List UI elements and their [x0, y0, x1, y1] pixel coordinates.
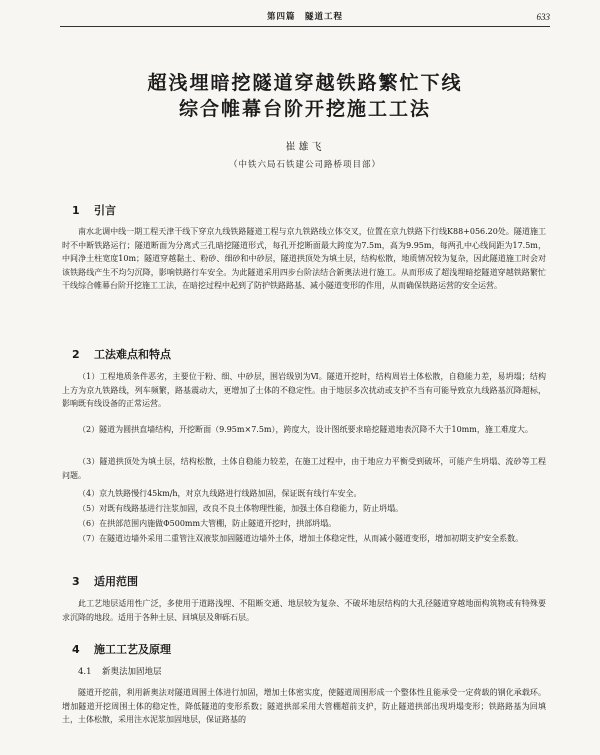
difficulty-item-2: （2）隧道为圆拱直墙结构，开挖断面（9.95m×7.5m），跨度大，设计图纸要求暗挖隧道地表沉降不大于10mm，施工难度大。: [78, 425, 533, 434]
difficulty-item-1: （1）工程地质条件恶劣，主要位于粉、细、中砂层，围岩级别为Ⅵ。隧道开挖时，结构周岩土体松散，自稳能力差，易坍塌；结构上方为京九铁路线，列车频繁，路基震动大，更增加了土体的不稳定性。由于地层多次扰动或支护不当有可能导致京九线路基沉降超标，影响既有线设备的正常运营。: [62, 372, 546, 408]
section-number: 2: [72, 348, 80, 361]
difficulty-item-4: （4）京九铁路慢行45km/h，对京九线路进行线路加固，保证既有线行车安全。: [78, 489, 362, 498]
section-number: 3: [72, 575, 80, 588]
subsection-title: 新奥法加固地层: [102, 667, 162, 677]
section-heading-4: [72, 642, 171, 658]
difficulty-item-3: （3）隧道拱顶处为填土层，结构松散，土体自稳能力较差，在施工过程中，由于地应力平衡受到破坏，可能产生坍塌、流砂等工程问题。: [62, 457, 546, 480]
section-title: 施工工艺及原理: [94, 643, 171, 656]
difficulty-item-7: （7）在隧道边墙外采用二重管注双液浆加固隧道边墙外土体，增加土体稳定性，从而减小隧道变形，增加初期支护安全系数。: [78, 534, 524, 543]
paper-title-line2: 综合帷幕台阶开挖施工工法: [178, 98, 431, 120]
author-name: 崔雄飞: [285, 142, 325, 153]
section-heading-1: [72, 203, 116, 219]
section-title: 工法难点和特点: [94, 348, 171, 361]
section-title: 引言: [94, 204, 116, 217]
paper-title-line1: 超浅埋暗挖隧道穿越铁路繁忙下线: [147, 72, 463, 94]
chapter-title: 第四篇 隧道工程: [266, 12, 343, 22]
difficulty-item-6: （6）在拱部范围内施做Φ500mm大管棚，防止隧道开挖时，拱部坍塌。: [78, 519, 337, 528]
section-number: 4: [72, 643, 80, 656]
subsection-number: 4.1: [78, 667, 92, 677]
section-title: 适用范围: [94, 575, 138, 588]
section-number: 1: [72, 204, 80, 217]
page-number: 633: [536, 12, 550, 22]
section-heading-2: [72, 347, 171, 363]
section-4-1-paragraph: 隧道开挖前，利用新奥法对隧道周围土体进行加固，增加土体密实度，使隧道周围形成一个整体性且能承受一定荷载的钢化承载环。增加隧道开挖周围土体的稳定性，降低隧道的变形系数；隧道拱部采用大管棚超前支护，防止隧道拱部出现坍塌变形；铁路路基为回填土，土体松散，采用注水泥浆加固地层，保证路基的: [62, 688, 546, 724]
author-affiliation: （中铁六局石铁建公司路桥项目部）: [228, 160, 381, 170]
running-header: [60, 10, 550, 27]
section-heading-3: [72, 574, 138, 590]
intro-paragraph: 南水北调中线一期工程天津干线下穿京九线铁路隧道工程与京九铁路线立体交叉，位置在京九铁路下行线K88+056.20处。隧道施工时不中断铁路运行；隧道断面为分离式三孔暗挖隧道形式，每孔开挖断面最大跨度为7.5m，高为9.95m，每两孔中心线间距为17.5m，中间净土柱宽度10m；隧道穿越黏土、粉砂、细砂和中砂层，隧道拱顶处为填土层，结构松散，地质情况较为复杂，因此隧道施工时会对该铁路线产生不均匀沉降，影响铁路行车安全。为此隧道采用四步台阶法结合新奥法进行施工。从而形成了超浅埋暗挖隧道穿越铁路繁忙干线综合帷幕台阶开挖施工工法，在暗挖过程中起到了防护铁路路基、减小隧道变形的作用，从而确保铁路运营的安全运营。: [62, 227, 546, 290]
scope-paragraph: 此工艺地层适用性广泛，多使用于道路浅埋、不阻断交通、地层较为复杂、不破坏地层结构的大孔径隧道穿越地面构筑物或有特殊要求沉降的地段。适用于各种土层、回填层及卵砾石层。: [62, 599, 546, 622]
subsection-heading-4-1: [78, 666, 162, 679]
difficulty-item-5: （5）对既有线路基进行注浆加固，改良不良土体物理性能，加强土体自稳能力，防止坍塌。: [78, 504, 404, 513]
